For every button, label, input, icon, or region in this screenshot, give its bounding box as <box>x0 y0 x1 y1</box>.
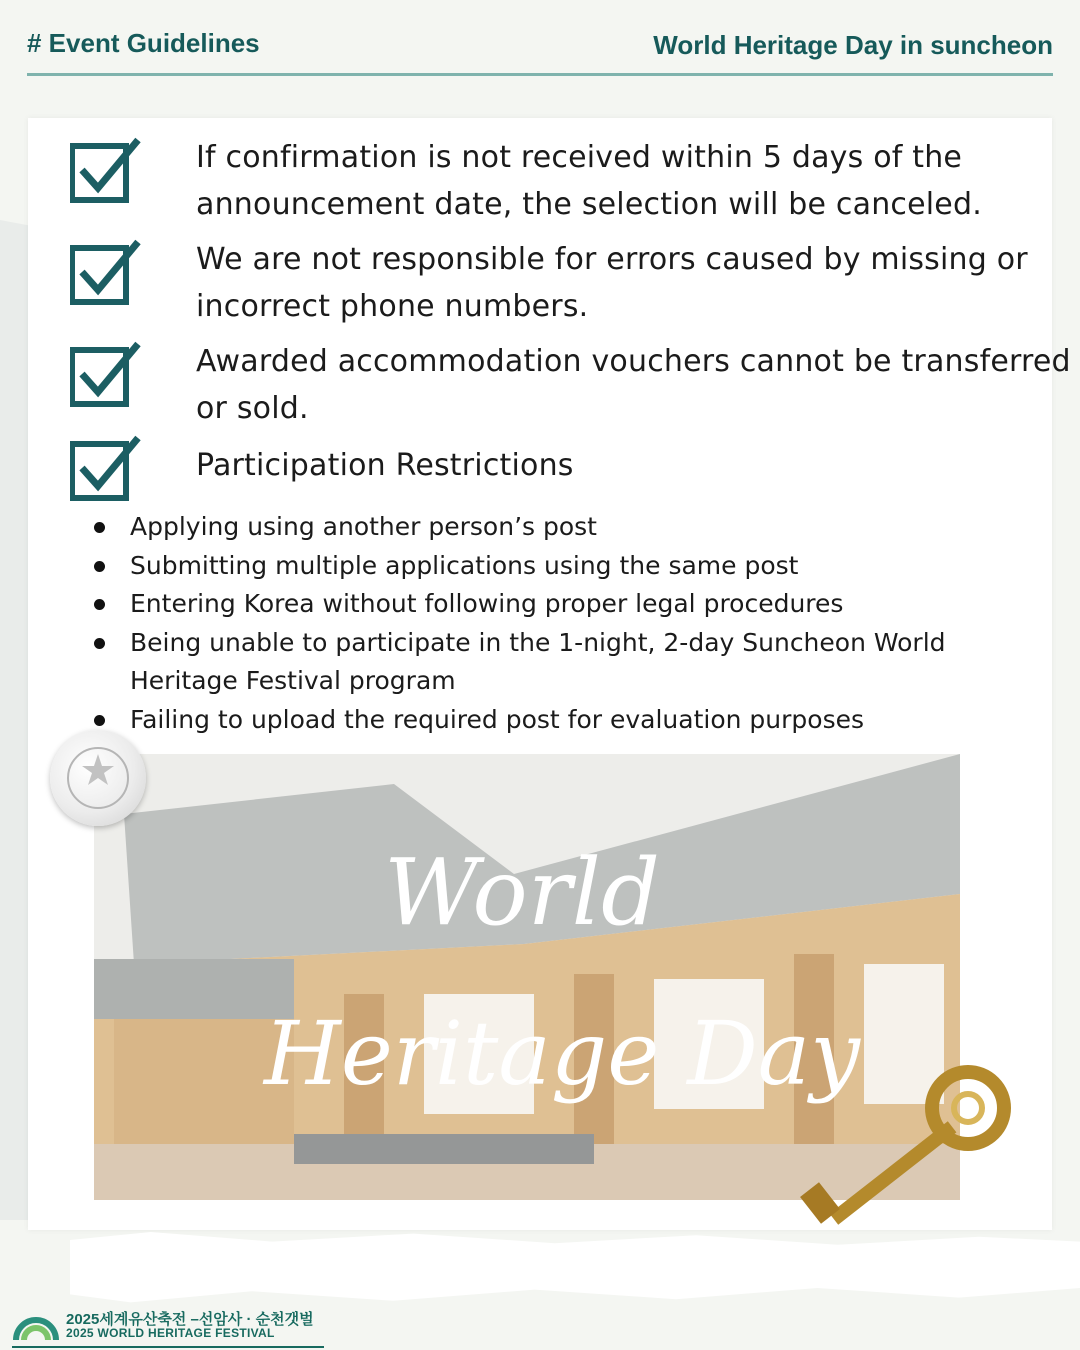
list-item: Submitting multiple applications using the same post <box>90 547 1010 586</box>
checkbox-checked-icon <box>70 134 142 206</box>
checklist-text: We are not responsible for errors caused by missing or incorrect phone numbers. <box>196 242 1028 324</box>
footer-divider <box>12 1346 324 1348</box>
logo-english-text: 2025 WORLD HERITAGE FESTIVAL <box>66 1326 275 1340</box>
checklist-text: If confirmation is not received within 5 days of the announcement date, the selection will be canceled. <box>196 140 982 222</box>
list-item: Failing to upload the required post for evaluation purposes <box>90 701 1010 740</box>
festival-logo-icon <box>12 1306 60 1342</box>
section-tag: # Event Guidelines <box>27 28 260 58</box>
header <box>27 22 1053 76</box>
list-item: Applying using another person’s post <box>90 508 1010 547</box>
checkbox-checked-icon <box>70 432 142 504</box>
list-item: Being unable to participate in the 1-night, 2-day Suncheon World Heritage Festival program <box>90 624 1010 701</box>
logo-korean-text: 2025세계유산축전 –선암사 · 순천갯벌 <box>66 1311 314 1328</box>
wax-seal-icon <box>50 730 146 826</box>
brass-key-icon <box>798 1056 1028 1236</box>
event-title: World Heritage Day in suncheon <box>653 30 1053 60</box>
checklist-heading: Participation Restrictions <box>196 448 574 483</box>
checkbox-checked-icon <box>70 338 142 410</box>
torn-paper-strip <box>70 1232 1080 1312</box>
checkbox-checked-icon <box>70 236 142 308</box>
festival-logo <box>12 1302 332 1346</box>
list-item: Entering Korea without following proper legal procedures <box>90 585 1010 624</box>
script-title-line2: Heritage Day <box>264 1002 860 1105</box>
restrictions-list <box>90 508 1010 739</box>
guidelines-card <box>28 118 1071 1230</box>
checklist-text: Awarded accommodation vouchers cannot be transferred or sold. <box>196 344 1071 426</box>
script-title-line1: World <box>384 839 660 946</box>
